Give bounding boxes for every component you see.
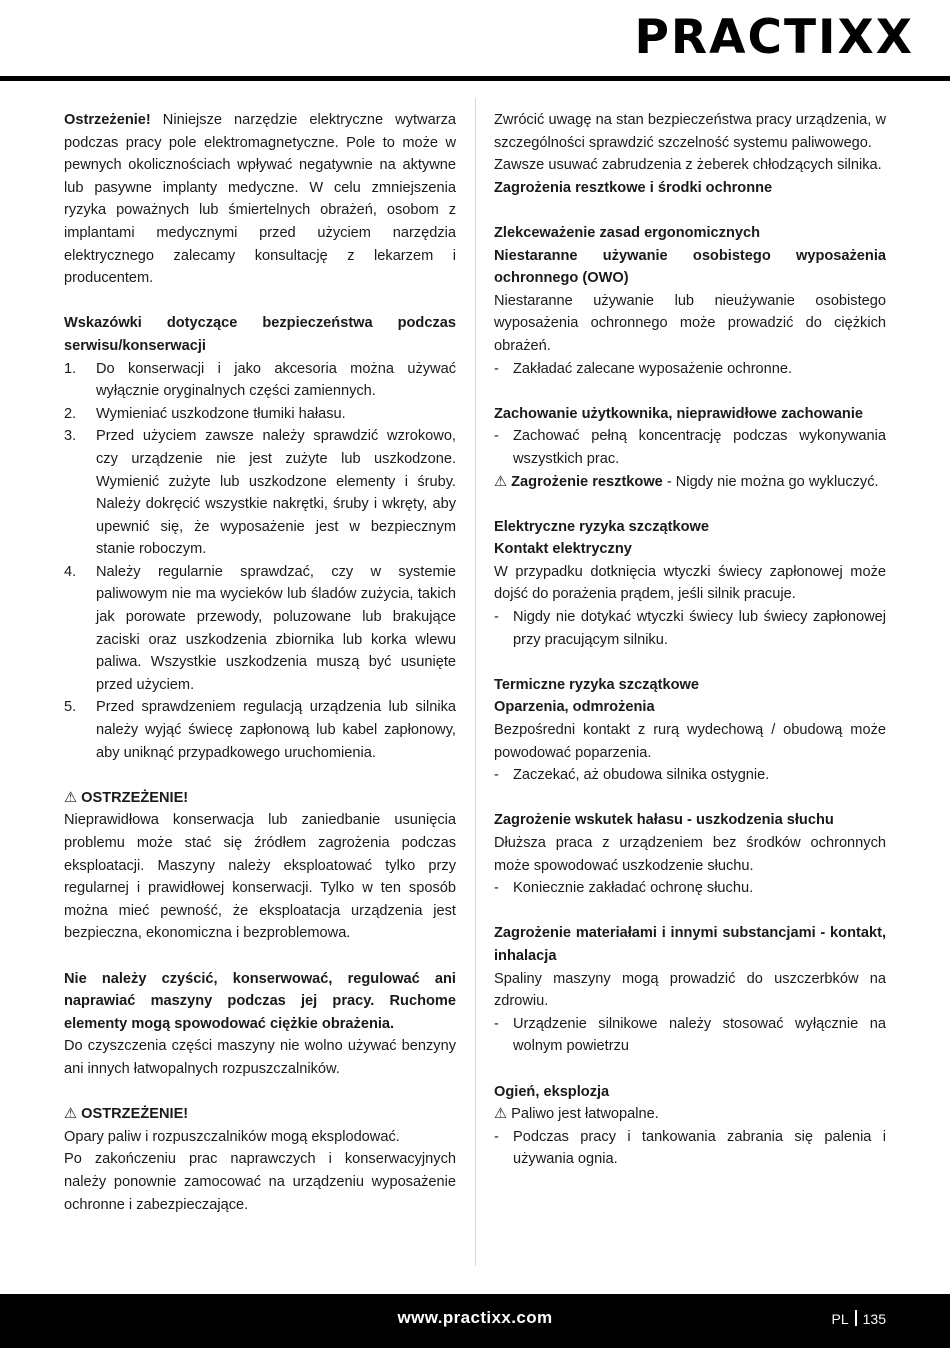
ppe-heading: Niestaranne używanie osobistego wyposażenia ochronnego (OWO) xyxy=(494,247,886,287)
burns-heading: Oparzenia, odmrożenia xyxy=(494,699,655,716)
noise-text: Dłuższa praca z urządzeniem bez środków ochronnych może spowodować uszkodzenie słuchu. xyxy=(494,835,886,874)
maintenance-warning-text: Nieprawidłowa konserwacja lub zaniedbanie usunięcia problemu może stać się źródłem zagrożenia podczas eksploatacji. Maszyny należy eksploatować tylko przy regularnej i prawidłowej konserwacji. Tylko w ten sposób można mieć pewność, że eksploatacja urządzenia jest bezpieczna, ekonomiczna i bezproblemowa. xyxy=(64,812,456,942)
warning-title: ⚠ OSTRZEŻENIE! xyxy=(64,1106,189,1123)
list-item: - Zaczekać, aż obudowa silnika ostygnie. xyxy=(494,767,770,784)
cleaning-warning-bold: Nie należy czyścić, konserwować, regulować ani naprawiać maszyny podczas jej pracy. Ruchome elementy mogą spowodować ciężkie obrażenia. xyxy=(64,970,456,1032)
vapour-warning-text: Opary paliw i rozpuszczalników mogą eksplodować. xyxy=(64,1128,400,1145)
cooling-fins-text: Zawsze usuwać zabrudzenia z żeberek chłodzących silnika. xyxy=(494,157,882,174)
service-item: 5. Przed sprawdzeniem regulacją urządzenia lub silnika należy wyjąć świecę zapłonową lub kabel zapłonowy, aby uniknąć przypadkowego uruchomienia. xyxy=(64,699,456,761)
ergonomics-heading: Zlekceważenie zasad ergonomicznych xyxy=(494,224,761,241)
website-link[interactable]: www.practixx.com xyxy=(397,1308,553,1327)
column-divider xyxy=(475,98,476,1266)
page-indicator xyxy=(832,1310,886,1327)
service-item: 1. Do konserwacji i jako akcesoria można używać wyłącznie oryginalnych części zamiennych. xyxy=(64,360,456,400)
safety-check-text: Zwrócić uwagę na stan bezpieczeństwa pracy urządzenia, w szczególności sprawdzić szczelność systemu paliwowego. xyxy=(494,112,886,151)
ppe-text: Niestaranne używanie lub nieużywanie osobistego wyposażenia ochronnego może prowadzić do ciężkich obrażeń. xyxy=(494,292,886,354)
list-item: - Koniecznie zakładać ochronę słuchu. xyxy=(494,880,754,897)
emf-warning-label: Ostrzeżenie! xyxy=(64,112,151,128)
page-separator xyxy=(855,1310,857,1326)
list-item: - Nigdy nie dotykać wtyczki świecy lub świecy zapłonowej przy pracującym silniku. xyxy=(494,609,886,648)
list-item: - Urządzenie silnikowe należy stosować wyłącznie na wolnym powietrzu xyxy=(494,1015,886,1055)
residual-risk-label: ⚠ Zagrożenie resztkowe xyxy=(494,473,663,490)
noise-heading: Zagrożenie wskutek hałasu - uszkodzenia słuchu xyxy=(494,812,834,829)
language-code: PL xyxy=(831,1311,849,1327)
materials-text: Spaliny maszyny mogą prowadzić do uszczerbków na zdrowiu. xyxy=(494,970,886,1010)
reinstall-guards-text: Po zakończeniu prac naprawczych i konserwacyjnych należy ponownie zamocować na urządzeniu wyposażenie ochronne i zabezpieczające. xyxy=(64,1151,456,1213)
electrical-risks-heading: Elektryczne ryzyka szczątkowe xyxy=(494,518,709,535)
emf-warning-text: Niniejsze narzędzie elektryczne wytwarza podczas pracy pole elektromagnetyczne. Pole to może w pewnych okolicznościach wpływać negatywnie na aktywne lub pasywne implanty medyczne. W celu zmniejszenia ryzyka poważnych lub śmiertelnych obrażeń, osobom z implantami medycznymi przed użyciem narzędzia elektrycznego zalecamy konsultację z lekarzem i producentem. xyxy=(64,112,456,287)
fire-warning: ⚠ Paliwo jest łatwopalne. xyxy=(494,1106,659,1123)
right-column xyxy=(494,109,886,1171)
warning-title: ⚠ OSTRZEŻENIE! xyxy=(64,789,189,806)
header-rule xyxy=(0,76,950,81)
user-behaviour-heading: Zachowanie użytkownika, nieprawidłowe zachowanie xyxy=(494,405,863,422)
page-number: 135 xyxy=(862,1311,886,1327)
service-heading: Wskazówki dotyczące bezpieczeństwa podczas serwisu/konserwacji xyxy=(64,315,456,354)
materials-heading: Zagrożenie materiałami i innymi substancjami - kontakt, inhalacja xyxy=(494,925,886,964)
electrical-contact-text: W przypadku dotknięcia wtyczki świecy zapłonowej może dojść do porażenia prądem, jeśli silnik pracuje. xyxy=(494,563,886,603)
list-item: - Podczas pracy i tankowania zabrania się palenia i używania ognia. xyxy=(494,1128,886,1168)
list-item: - Zakładać zalecane wyposażenie ochronne. xyxy=(494,360,793,377)
burns-text: Bezpośredni kontakt z rurą wydechową / obudową może powodować poparzenia. xyxy=(494,722,886,761)
cleaning-text: Do czyszczenia części maszyny nie wolno używać benzyny ani innych łatwopalnych rozpuszczalników. xyxy=(64,1038,456,1077)
thermal-risks-heading: Termiczne ryzyka szczątkowe xyxy=(494,676,699,693)
practixx-logo: PRACTIXX xyxy=(634,10,914,65)
service-item: 3. Przed użyciem zawsze należy sprawdzić wzrokowo, czy urządzenie nie jest zużyte lub uszkodzone. Wymienić zużyte lub uszkodzone elementy i śruby. Należy dokręcić wszystkie nakrętki, śruby i wkręty, aby upewnić się, że wyposażenie jest w bezpiecznym stanie roboczym. xyxy=(64,428,456,558)
emf-warning-paragraph xyxy=(64,109,456,290)
electrical-contact-heading: Kontakt elektryczny xyxy=(494,541,632,558)
left-column xyxy=(64,109,456,1216)
service-item: 4. Należy regularnie sprawdzać, czy w systemie paliwowym nie ma wycieków lub śladów zużycia, takich jak porowate przewody, poluzowane lub brakujące zaciski oraz uszkodzenia zbiornika lub korka wlewu paliwa. Wszystkie uszkodzenia muszą być usunięte przed użyciem. xyxy=(64,563,456,693)
fire-heading: Ogień, eksplozja xyxy=(494,1083,610,1100)
residual-risk-note: ⚠ Zagrożenie resztkowe - Nigdy nie można go wykluczyć. xyxy=(494,473,879,490)
footer-bar xyxy=(0,1294,950,1348)
residual-risks-heading: Zagrożenia resztkowe i środki ochronne xyxy=(494,179,773,196)
service-item: 2. Wymieniać uszkodzone tłumiki hałasu. xyxy=(64,405,346,422)
list-item: - Zachować pełną koncentrację podczas wykonywania wszystkich prac. xyxy=(494,428,886,467)
